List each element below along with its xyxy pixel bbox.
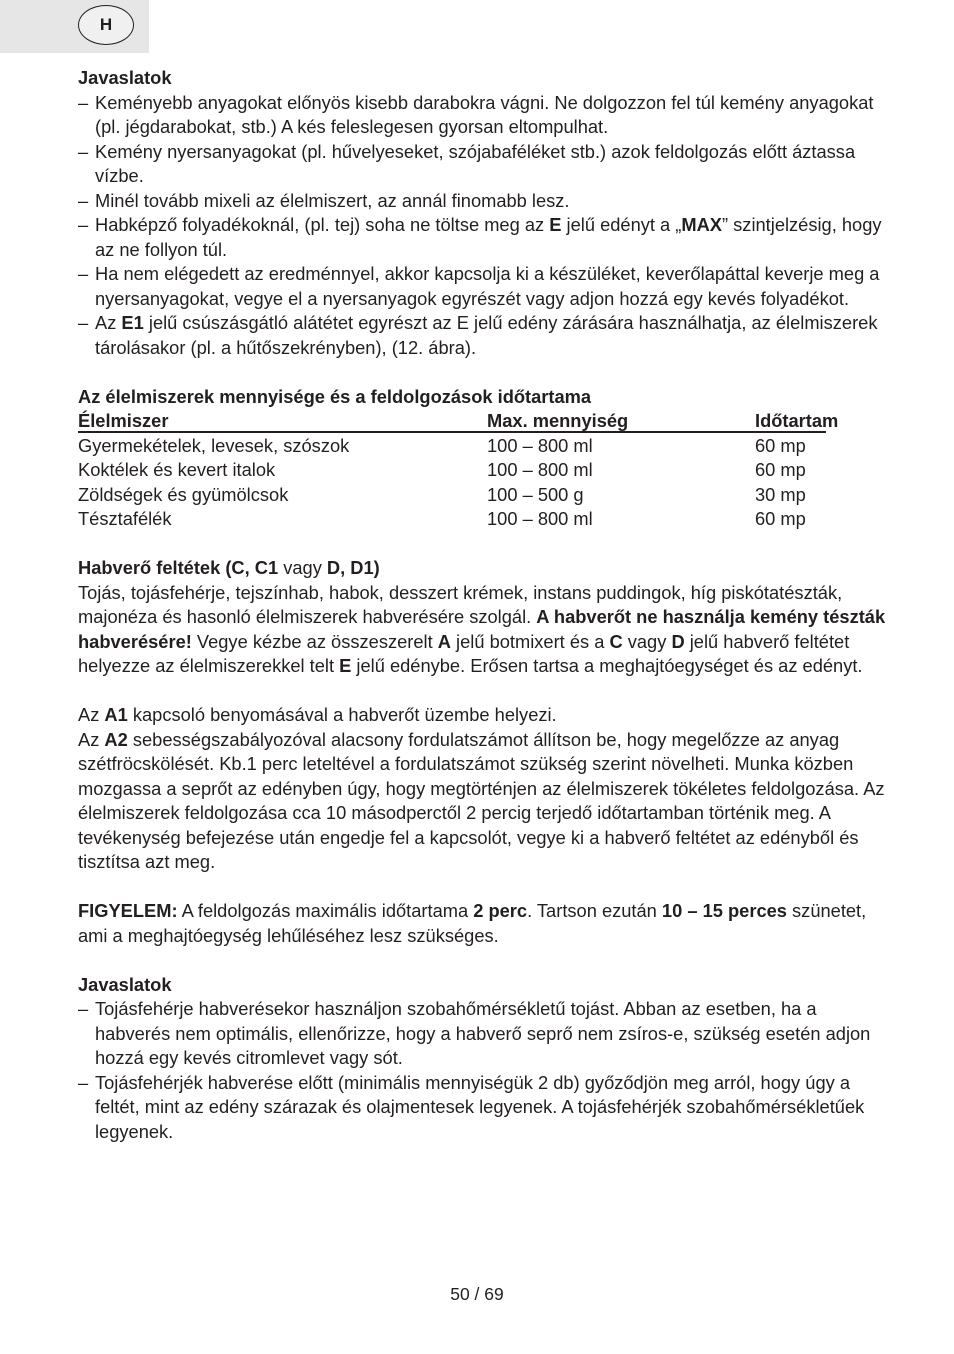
list-item: – Tojásfehérjék habverése előtt (minimális mennyiségük 2 db) győződjön meg arról, hogy úgy a feltét, mint az edény szárazak és olajmentesek legyenek. A tojásfehérjék szobahőmérsékletűek legyenek. (78, 1071, 865, 1142)
warning-paragraph: FIGYELEM: A feldolgozás maximális időtartama 2 perc. Tartson ezután 10 – 15 perces szünetet, ami a meghajtóegység lehűléséhez lesz szükséges. (78, 900, 867, 946)
section-heading-whisk: Habverő feltétek (C, C1 vagy D, D1) (78, 557, 380, 578)
list-item: – Minél tovább mixeli az élelmiszert, az annál finomabb lesz. (78, 189, 888, 214)
dash-bullet: – (78, 263, 89, 284)
section-heading-tips-2: Javaslatok (78, 973, 172, 995)
page-content (78, 66, 888, 1144)
dash-bullet: – (78, 312, 89, 333)
language-tab (0, 0, 149, 53)
dash-bullet: – (78, 998, 89, 1019)
table-row: Gyermekételek, levesek, szószok 100 – 800 ml 60 mp (78, 434, 806, 456)
list-item: – Tojásfehérje habverésekor használjon szobahőmérsékletű tojást. Abban az esetben, ha a habverés nem optimális, ellenőrizze, hogy a habverő seprő nem zsíros-e, szükség esetén adjon hozzá egy kevés citromlevet vagy sót. (78, 998, 871, 1068)
table-heading: Az élelmiszerek mennyisége és a feldolgozások időtartama (78, 385, 592, 407)
section-heading-tips: Javaslatok (78, 67, 172, 88)
header-underline (78, 431, 826, 433)
list-item: – Kemény nyersanyagokat (pl. hűvelyeseket, szójabaféléket stb.) azok feldolgozás előtt áztassa vízbe. (78, 140, 856, 186)
language-badge: H (78, 5, 134, 45)
paragraph-switch: Az A1 kapcsoló benyomásával a habverőt üzembe helyezi. (78, 704, 557, 725)
list-item: – Habképző folyadékoknál, (pl. tej) soha ne töltse meg az E jelű edényt a „MAX” szintjelzésig, hogy az ne follyon túl. (78, 214, 882, 260)
dash-bullet: – (78, 189, 89, 211)
tips-list (78, 91, 888, 361)
paragraph-speed: Az A2 sebességszabályozóval alacsony fordulatszámot állítson be, hogy megelőzze az anyag szétfröcskölését. Kb.1 perc leteltével a fordulatszámot szükség szerint növelheti. Munka közben mozgassa a seprőt az edényben úgy, hogy megtörténjen az élelmiszerek tökéletes feldolgozása. Az élelmiszerek feldolgozása cca 10 másodperctől 2 percig terjedő időtartamban történik meg. A tevékenység befejezése után engedje fel a kapcsolót, vegye ki a habverő feltétet az edényből és tisztítsa azt meg. (78, 728, 885, 872)
dash-bullet: – (78, 214, 89, 235)
column-header-quantity: Max. mennyiség (487, 410, 629, 431)
list-item: – Ha nem elégedett az eredménnyel, akkor kapcsolja ki a készüléket, keverőlapáttal keverje meg a nyersanyagokat, vegye el a nyersanyagok egyrészét vagy adjon hozzá egy kevés folyadékot. (78, 263, 880, 309)
dash-bullet: – (78, 91, 89, 113)
page-number: 50 / 69 (450, 1284, 504, 1304)
list-item: – Az E1 jelű csúszásgátló alátétet egyrészt az E jelű edény zárására használhatja, az élelmiszerek tárolásakor (pl. a hűtőszekrényben), (12. ábra). (78, 312, 878, 358)
table-row: Tésztafélék 100 – 800 ml 60 mp (78, 508, 806, 529)
table-row: Zöldségek és gyümölcsok 100 – 500 g 30 mp (78, 483, 806, 505)
dash-bullet: – (78, 1071, 89, 1093)
paragraph-whisk-usage: Tojás, tojásfehérje, tejszínhab, habok, desszert krémek, instans puddingok, híg piskótatészták, majonéza és hasonló élelmiszerek habverésére szolgál. A habverőt ne használja kemény tészták habverésére! Vegye kézbe az összeszerelt A jelű botmixert és a C vagy D jelű habverő feltétet helyezze az élelmiszerekkel telt E jelű edénybe. Erősen tartsa a meghajtóegységet és az edényt. (78, 581, 886, 676)
column-header-duration: Időtartam (755, 410, 839, 431)
list-item: – Keményebb anyagokat előnyös kisebb darabokra vágni. Ne dolgozzon fel túl kemény anyagokat (pl. jégdarabokat, stb.) A kés feleslegesen gyorsan eltompulhat. (78, 91, 874, 137)
column-header-food: Élelmiszer (78, 410, 169, 431)
table-header-row (78, 409, 888, 434)
dash-bullet: – (78, 140, 89, 162)
table-row: Koktélek és kevert italok 100 – 800 ml 60 mp (78, 459, 806, 480)
